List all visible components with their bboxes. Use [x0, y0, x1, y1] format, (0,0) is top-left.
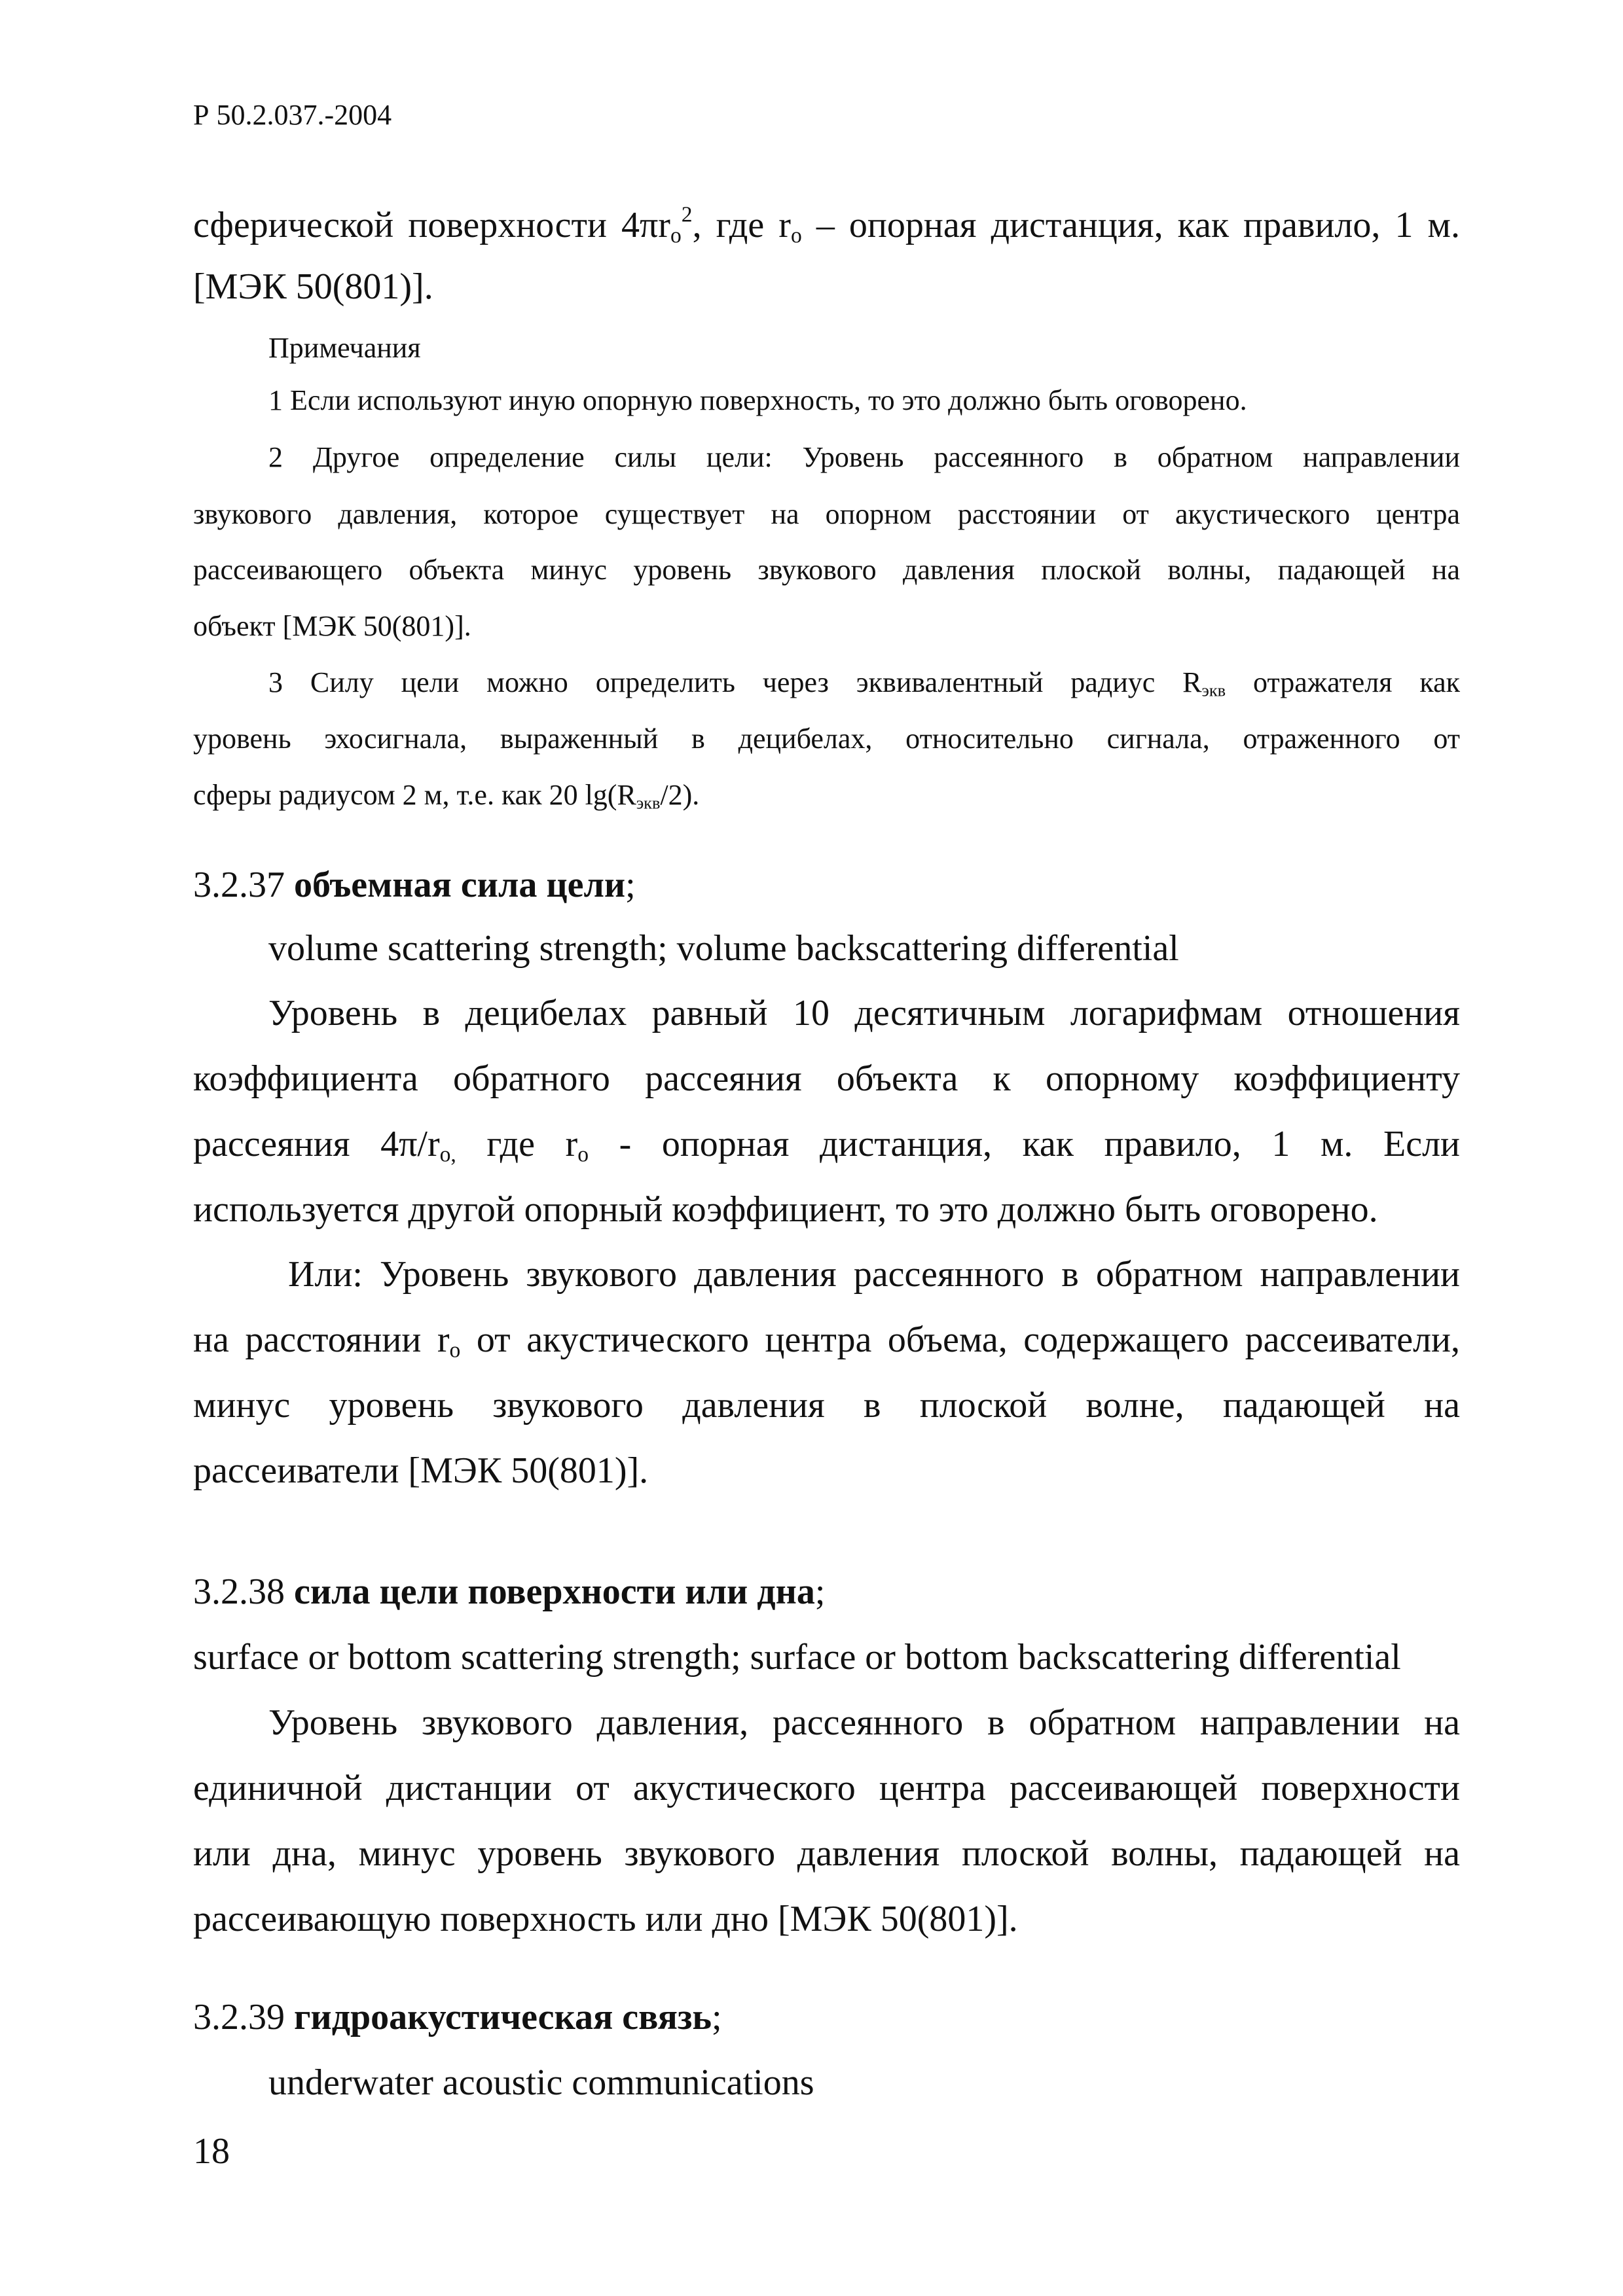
section-3-2-38-line-4: рассеивающую поверхность или дно [МЭК 50(801)].	[193, 1899, 1018, 1939]
section-3-2-39-heading: 3.2.39 гидроакустическая связь;	[193, 1997, 722, 2037]
section-3-2-37-line-3: рассеяния $4\pi/r_{o,}$ где $r_o$ - опорная дистанция, как правило, 1 м. Если	[193, 1124, 1460, 1167]
note-3-line-2: уровень эхосигнала, выраженный в децибелах, относительно сигнала, отраженного от	[193, 723, 1460, 755]
section-3-2-38-line-2: единичной дистанции от акустического центра рассеивающей поверхности	[193, 1768, 1460, 1808]
section-3-2-37-line-1: Уровень в децибелах равный 10 десятичным логарифмам отношения	[268, 993, 1460, 1033]
note-2-line-1: 2 Другое определение силы цели: Уровень рассеянного в обратном направлении	[268, 441, 1460, 473]
section-3-2-38-line-3: или дна, минус уровень звукового давления плоской волны, падающей на	[193, 1833, 1460, 1874]
note-3-line-3: сферы радиусом 2 м, т.е. как 20 $\lg(R_{экв}/2)$.	[193, 779, 700, 813]
section-3-2-37-line-5: Или: Уровень звукового давления рассеянного в обратном направлении	[288, 1254, 1460, 1295]
intro-line-1: сферической поверхности $4\pi r_o^2$, где $r_o$ – опорная дистанция, как правило, 1 м.	[193, 202, 1460, 248]
section-3-2-37-line-8: рассеиватели [МЭК 50(801)].	[193, 1450, 649, 1491]
note-1: 1 Если используют иную опорную поверхность, то это должно быть оговорено.	[268, 384, 1247, 416]
section-3-2-39-english: underwater acoustic communications	[268, 2062, 814, 2103]
notes-title: Примечания	[268, 332, 421, 364]
section-3-2-38-english: surface or bottom scattering strength; surface or bottom backscattering differential	[193, 1637, 1401, 1677]
section-3-2-37-line-6: на расстоянии $r_o$ от акустического центра объема, содержащего рассеиватели,	[193, 1319, 1460, 1363]
note-2-line-2: звукового давления, которое существует на опорном расстоянии от акустического центра	[193, 498, 1460, 530]
intro-line-2: [МЭК 50(801)].	[193, 266, 433, 307]
note-2-line-3: рассеивающего объекта минус уровень звукового давления плоской волны, падающей на	[193, 554, 1460, 586]
section-3-2-37-line-2: коэффициента обратного рассеяния объекта к опорному коэффициенту	[193, 1058, 1460, 1099]
section-3-2-38-heading: 3.2.38 сила цели поверхности или дна;	[193, 1571, 826, 1612]
section-3-2-37-line-4: используется другой опорный коэффициент, то это должно быть оговорено.	[193, 1189, 1378, 1230]
section-3-2-37-heading: 3.2.37 объемная сила цели;	[193, 865, 636, 905]
note-3-line-1: 3 Силу цели можно определить через эквивалентный радиус $R_{экв}$ отражателя как	[268, 666, 1460, 700]
section-3-2-37-line-7: минус уровень звукового давления в плоской волне, падающей на	[193, 1385, 1460, 1426]
section-3-2-38-line-1: Уровень звукового давления, рассеянного в обратном направлении на	[268, 1702, 1460, 1743]
document-code: Р 50.2.037.-2004	[193, 99, 392, 131]
section-3-2-37-english: volume scattering strength; volume backscattering differential	[268, 928, 1179, 969]
page-number: 18	[193, 2131, 230, 2172]
note-2-line-4: объект [МЭК 50(801)].	[193, 610, 471, 642]
